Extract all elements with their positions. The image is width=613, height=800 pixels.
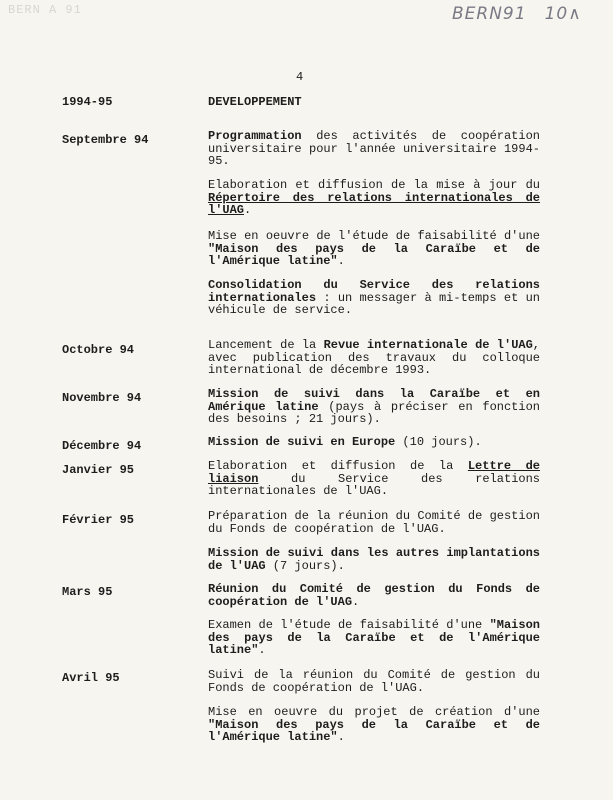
item-text: Elaboration et diffusion de la (208, 459, 468, 473)
schedule-item (208, 460, 540, 498)
item-text: , avec publication des travaux du colloque international de décembre 1993. (208, 338, 540, 377)
schedule-item (208, 706, 540, 744)
item-text: (pays à préciser en fonction des besoins ; 21 jours). (208, 399, 540, 426)
month-label: Janvier 95 (62, 463, 135, 477)
item-bold-text: Consolidation du Service des relations internationales (208, 278, 540, 305)
handwritten-sheet-number: 10∧ (544, 4, 582, 24)
item-bold-text: Programmation (208, 129, 302, 143)
schedule-item (208, 669, 540, 694)
item-text: du Service des relations internationales de l'UAG. (208, 471, 540, 498)
schedule-item (208, 339, 540, 377)
item-text: . (244, 203, 252, 217)
item-bold-text: Mission de suivi en Europe (208, 435, 396, 449)
month-label: Septembre 94 (62, 133, 149, 147)
item-bold-text: Mission de suivi dans les autres implantations de l'UAG (208, 546, 540, 573)
schedule-item (208, 619, 540, 657)
item-text: : un messager à mi-temps et un véhicule de service. (208, 290, 540, 317)
schedule-item (208, 547, 540, 572)
faint-stamp: BERN A 91 (8, 3, 82, 17)
schedule-item (208, 388, 540, 426)
item-text: Mise en oeuvre du projet de création d'une (208, 705, 540, 719)
month-label: Octobre 94 (62, 343, 135, 357)
schedule-item (208, 436, 540, 449)
section-title: DEVELOPPEMENT (208, 95, 302, 109)
item-text: des activités de coopération universitaire pour l'année universitaire 1994-95. (208, 129, 540, 168)
item-text: . (337, 730, 345, 744)
item-text: . (352, 594, 360, 609)
schedule-item (208, 179, 540, 217)
month-label: Mars 95 (62, 585, 113, 599)
item-text: Lancement de la (208, 338, 324, 352)
item-bold-text: Revue internationale de l'UAG (323, 338, 533, 352)
item-text: . (258, 643, 266, 657)
handwritten-ref-code: BERN91 (452, 4, 527, 24)
item-underlined-title: Répertoire des relations internationales de l'UAG (208, 190, 540, 217)
item-text: Mise en oeuvre de l'étude de faisabilité d'une (208, 229, 540, 243)
item-bold-text: Réunion du Comité de gestion du Fonds de coopération de l'UAG (208, 582, 540, 609)
item-text: Examen de l'étude de faisabilité d'une (208, 618, 490, 632)
item-underlined-title: Lettre de liaison (208, 459, 540, 486)
item-text: . (337, 254, 345, 268)
item-text: Elaboration et diffusion de la mise à jour du (208, 178, 540, 192)
item-text: (7 jours). (265, 558, 345, 573)
item-text: (10 jours). (395, 435, 482, 449)
month-label: Avril 95 (62, 671, 120, 685)
schedule-item (208, 230, 540, 268)
schedule-item (208, 279, 540, 317)
handwritten-reference (452, 4, 582, 24)
schedule-item (208, 130, 540, 168)
month-label: Novembre 94 (62, 391, 142, 405)
item-text: Préparation de la réunion du Comité de gestion du Fonds de coopération de l'UAG. (208, 509, 540, 536)
month-label: Février 95 (62, 513, 135, 527)
header-year: 1994-95 (62, 95, 113, 109)
item-bold-text: Mission de suivi dans la Caraïbe et en Amérique latine (208, 387, 540, 414)
item-bold-text: "Maison des pays de la Caraïbe et de l'Amérique latine" (208, 717, 540, 744)
item-text: Suivi de la réunion du Comité de gestion du Fonds de coopération de l'UAG. (208, 668, 540, 695)
item-bold-text: "Maison des pays de la Caraïbe et de l'Amérique latine" (208, 241, 540, 268)
schedule-item (208, 510, 540, 535)
month-label: Décembre 94 (62, 439, 142, 453)
item-bold-text: "Maison des pays de la Caraïbe et de l'Amérique latine" (208, 618, 540, 657)
page-number: 4 (296, 70, 304, 84)
schedule-item (208, 583, 540, 608)
